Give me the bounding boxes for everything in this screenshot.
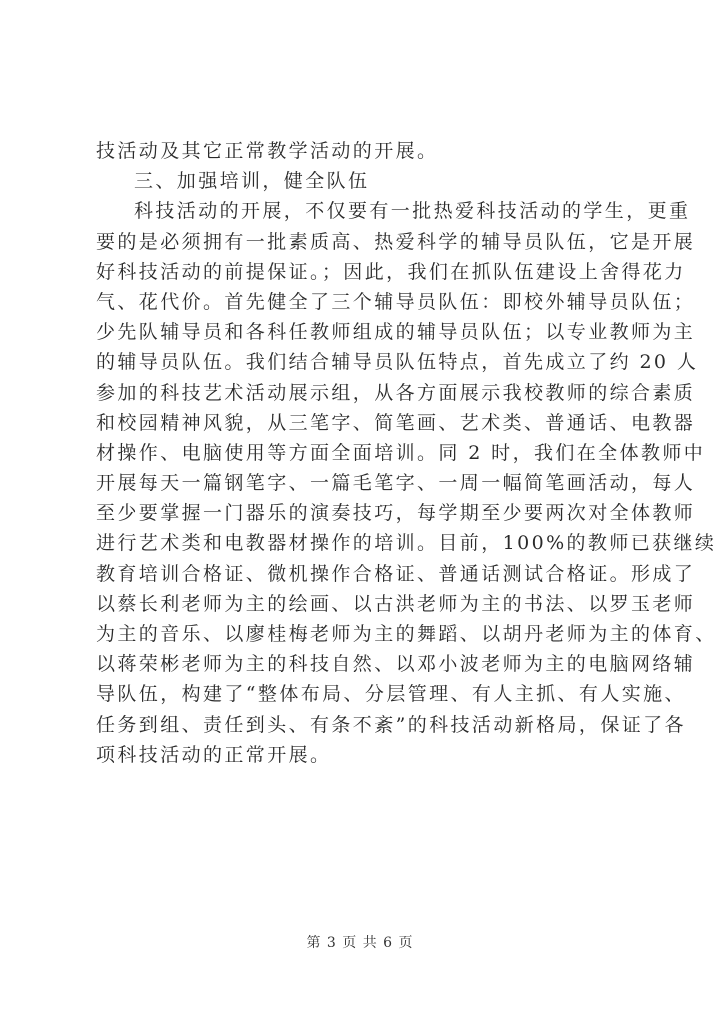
text-line: 以蔡长利老师为主的绘画、以古洪老师为主的书法、以罗玉老师: [96, 592, 696, 615]
text-line: 进行艺术类和电教器材操作的培训。目前，100%的教师已获继续: [96, 532, 717, 555]
section-heading: 三、加强培训，健全队伍: [134, 170, 370, 193]
text-line: 科技活动的开展，不仅要有一批热爱科技活动的学生，更重: [134, 200, 691, 223]
text-line: 教育培训合格证、微机操作合格证、普通话测试合格证。形成了: [96, 562, 696, 585]
text-line: 项科技活动的正常开展。: [96, 743, 332, 766]
text-line: 至少要掌握一门器乐的演奏技巧，每学期至少要两次对全体教师: [96, 502, 696, 525]
page-number-footer: 第 3 页 共 6 页: [306, 935, 414, 951]
text-line: 好科技活动的前提保证。；因此，我们在抓队伍建设上舍得花力: [96, 260, 686, 283]
text-line: 气、花代价。首先健全了三个辅导员队伍：即校外辅导员队伍；: [96, 290, 696, 313]
text-line: 开展每天一篇钢笔字、一篇毛笔字、一周一幅简笔画活动，每人: [96, 472, 696, 495]
text-line: 参加的科技艺术活动展示组，从各方面展示我校教师的综合素质: [96, 381, 696, 404]
document-body: [96, 136, 717, 770]
text-line: 和校园精神风貌，从三笔字、简笔画、艺术类、普通话、电教器: [96, 411, 696, 434]
text-line: 少先队辅导员和各科任教师组成的辅导员队伍；以专业教师为主: [96, 321, 696, 344]
text-line: 技活动及其它正常教学活动的开展。: [96, 140, 439, 162]
text-line: 任务到组、责任到头、有条不紊”的科技活动新格局，保证了各: [96, 713, 686, 736]
text-line: 材操作、电脑使用等方面全面培训。同 2 时，我们在全体教师中: [96, 441, 706, 464]
text-line: 以蒋荣彬老师为主的科技自然、以邓小波老师为主的电脑网络辅: [96, 653, 696, 676]
text-line: 要的是必须拥有一批素质高、热爱科学的辅导员队伍，它是开展: [96, 230, 696, 253]
text-line: 为主的音乐、以廖桂梅老师为主的舞蹈、以胡丹老师为主的体育、: [96, 623, 717, 645]
text-line: 导队伍，构建了“整体布局、分层管理、有人主抓、有人实施、: [96, 683, 686, 706]
text-line: 的辅导员队伍。我们结合辅导员队伍特点，首先成立了约 20 人: [96, 351, 699, 374]
